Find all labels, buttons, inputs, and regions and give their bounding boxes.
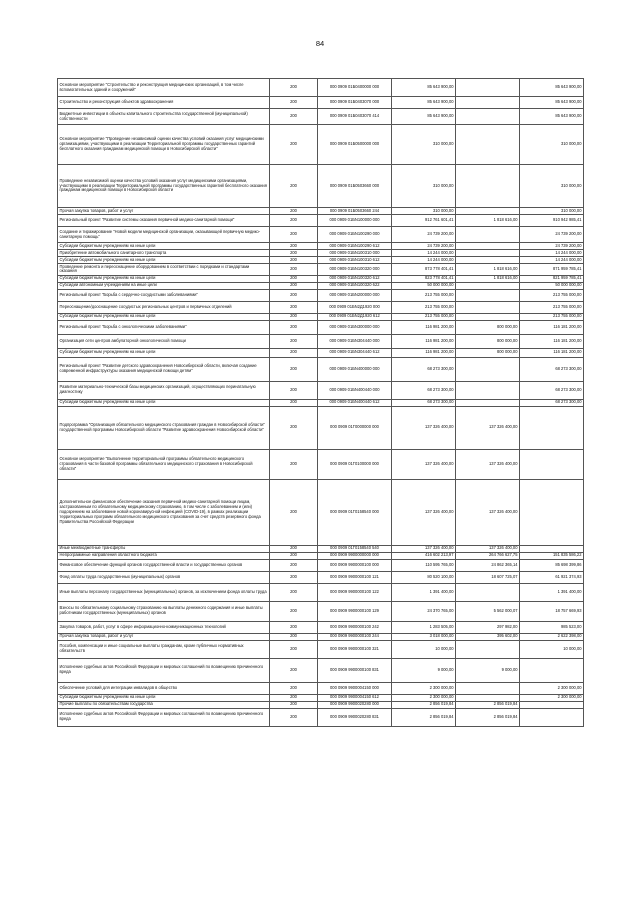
table-row [58, 640, 584, 658]
executed-amount [456, 243, 520, 250]
budget-classification-code: 000 0909 01БN100320 622 [318, 282, 392, 289]
approved-amount: 85 643 900,00 [392, 79, 456, 97]
approved-amount: 823 778 401,41 [392, 275, 456, 282]
executed-amount [456, 399, 520, 406]
executed-amount: 9 000,00 [456, 658, 520, 682]
line-item-code: 200 [270, 275, 318, 282]
table-row [58, 682, 584, 694]
line-item-name: Исполнение судебных актов Российской Федерации и мировых соглашений по возмещению причиненного вреда [58, 658, 270, 682]
table-row [58, 583, 584, 601]
line-item-name: Непрограммные направления областного бюджета [58, 552, 270, 559]
executed-amount: 1 818 616,00 [456, 215, 520, 227]
approved-amount: 137 326 400,00 [392, 545, 456, 552]
budget-classification-code: 000 0909 01Г0158540 000 [318, 479, 392, 545]
unexecuted-amount: 116 181 200,00 [520, 334, 584, 348]
line-item-code: 200 [270, 701, 318, 708]
table-row [58, 348, 584, 357]
line-item-name: Субсидии автономным учреждениям на иные цели [58, 282, 270, 289]
line-item-code: 200 [270, 381, 318, 399]
executed-amount [456, 301, 520, 313]
executed-amount: 800 000,00 [456, 320, 520, 334]
approved-amount: 213 755 000,00 [392, 313, 456, 320]
line-item-code: 200 [270, 694, 318, 701]
budget-classification-code: 000 0909 01БN2Д1920 000 [318, 301, 392, 313]
unexecuted-amount: 2 300 000,00 [520, 694, 584, 701]
approved-amount: 50 000 000,00 [392, 282, 456, 289]
approved-amount: 2 856 019,84 [392, 701, 456, 708]
executed-amount: 2 856 019,84 [456, 701, 520, 708]
line-item-name: Иные межбюджетные трансферты [58, 545, 270, 552]
budget-classification-code: 000 0909 9900000100 244 [318, 633, 392, 640]
line-item-code: 200 [270, 301, 318, 313]
unexecuted-amount [520, 449, 584, 479]
line-item-name: Основное мероприятие "Выполнение территориальной программы обязательного медицинского страхования в части базовой программы обязательного медицинского страхования в Новосибирской области" [58, 449, 270, 479]
executed-amount [456, 289, 520, 301]
line-item-code: 200 [270, 406, 318, 449]
table-row [58, 125, 584, 165]
executed-amount: 264 766 627,75 [456, 552, 520, 559]
table-row [58, 552, 584, 559]
approved-amount: 310 000,00 [392, 208, 456, 215]
table-row [58, 79, 584, 97]
page-number: 84 [315, 39, 325, 48]
approved-amount: 116 981 200,00 [392, 334, 456, 348]
budget-classification-code: 000 0909 01БN400440 000 [318, 381, 392, 399]
budget-classification-code: 000 0909 9900000100 242 [318, 621, 392, 633]
line-item-name: Прочая закупка товаров, работ и услуг [58, 208, 270, 215]
unexecuted-amount: 2 300 000,00 [520, 682, 584, 694]
budget-table-body [58, 79, 584, 727]
budget-classification-code: 000 0909 01БN100320 000 [318, 264, 392, 276]
approved-amount: 137 326 400,00 [392, 449, 456, 479]
line-item-name: Создание и тиражирование "Новой модели медицинской организации, оказывающей первичную медико-санитарную помощь" [58, 227, 270, 243]
unexecuted-amount: 985 523,00 [520, 621, 584, 633]
table-row [58, 282, 584, 289]
line-item-code: 200 [270, 227, 318, 243]
budget-classification-code: 000 0909 9900000100 000 [318, 559, 392, 571]
executed-amount: 137 326 400,00 [456, 449, 520, 479]
unexecuted-amount: 61 921 374,93 [520, 571, 584, 583]
unexecuted-amount: 85 643 900,00 [520, 97, 584, 109]
budget-classification-code: 000 0909 01Б0403070 414 [318, 109, 392, 125]
table-row [58, 559, 584, 571]
line-item-name: Субсидии бюджетным учреждениям на иные цели [58, 694, 270, 701]
executed-amount [456, 313, 520, 320]
table-row [58, 289, 584, 301]
executed-amount [456, 640, 520, 658]
unexecuted-amount: 24 739 200,00 [520, 227, 584, 243]
table-row [58, 545, 584, 552]
approved-amount: 14 244 000,00 [392, 250, 456, 257]
line-item-name: Субсидии бюджетным учреждениям на иные цели [58, 348, 270, 357]
unexecuted-amount: 2 622 398,00 [520, 633, 584, 640]
budget-classification-code: 000 0909 01Б0503660 000 [318, 165, 392, 208]
line-item-name: Иные выплаты персоналу государственных (муниципальных) органов, за исключением фонда оплаты труда [58, 583, 270, 601]
executed-amount: 2 856 019,84 [456, 708, 520, 726]
unexecuted-amount: 213 755 000,00 [520, 289, 584, 301]
table-row [58, 334, 584, 348]
budget-table [57, 78, 584, 727]
table-row [58, 694, 584, 701]
line-item-name: Региональный проект "Борьба с онкологическими заболеваниями" [58, 320, 270, 334]
table-row [58, 601, 584, 621]
unexecuted-amount: 821 959 785,41 [520, 275, 584, 282]
budget-classification-code: 000 0909 01БN200000 000 [318, 289, 392, 301]
approved-amount: 85 643 900,00 [392, 97, 456, 109]
unexecuted-amount: 24 739 200,00 [520, 243, 584, 250]
unexecuted-amount: 871 959 785,41 [520, 264, 584, 276]
approved-amount: 310 000,00 [392, 125, 456, 165]
unexecuted-amount: 151 835 586,22 [520, 552, 584, 559]
executed-amount: 1 818 616,00 [456, 275, 520, 282]
table-row [58, 257, 584, 264]
budget-classification-code: 000 0909 01БN400440 612 [318, 399, 392, 406]
table-row [58, 243, 584, 250]
line-item-name: Проведение ремонта и переоснащение оборудованием в соответствии с порядками и стандартами оказания [58, 264, 270, 276]
table-row [58, 301, 584, 313]
line-item-name: Фонд оплаты труда государственных (муниципальных) органов [58, 571, 270, 583]
approved-amount: 10 000,00 [392, 640, 456, 658]
budget-classification-code: 000 0909 01БN100310 000 [318, 250, 392, 257]
line-item-code: 200 [270, 658, 318, 682]
approved-amount: 213 755 000,00 [392, 289, 456, 301]
table-row [58, 571, 584, 583]
approved-amount: 416 602 213,97 [392, 552, 456, 559]
line-item-name: Переоснащение/дооснащение сосудистых региональных центров и первичных отделений [58, 301, 270, 313]
unexecuted-amount: 1 391 400,00 [520, 583, 584, 601]
table-row [58, 165, 584, 208]
budget-classification-code: 000 0909 01БN100320 612 [318, 275, 392, 282]
unexecuted-amount: 50 000 000,00 [520, 282, 584, 289]
budget-classification-code: 000 0909 01БN304440 000 [318, 334, 392, 348]
line-item-code: 200 [270, 479, 318, 545]
line-item-name: Бюджетные инвестиции в объекты капитального строительства государственной (муниципальной) собственности [58, 109, 270, 125]
approved-amount: 24 739 200,00 [392, 243, 456, 250]
budget-classification-code: 000 0909 9900000100 122 [318, 583, 392, 601]
approved-amount: 24 370 765,00 [392, 601, 456, 621]
table-row [58, 250, 584, 257]
executed-amount [456, 257, 520, 264]
line-item-name: Основное мероприятие "Строительство и реконструкция медицинских организаций, в том числе вспомогательных зданий и сооружений" [58, 79, 270, 97]
line-item-code: 200 [270, 313, 318, 320]
line-item-name: Субсидии бюджетным учреждениям на иные цели [58, 243, 270, 250]
line-item-name: Развитие материально-технической базы медицинских организаций, осуществляющих перинатальную диагностику [58, 381, 270, 399]
executed-amount [456, 357, 520, 381]
line-item-name: Субсидии бюджетным учреждениям на иные цели [58, 313, 270, 320]
approved-amount: 213 755 000,00 [392, 301, 456, 313]
unexecuted-amount: 10 000,00 [520, 640, 584, 658]
line-item-code: 200 [270, 165, 318, 208]
line-item-name: Приобретение автомобильного санитарного транспорта [58, 250, 270, 257]
unexecuted-amount [520, 658, 584, 682]
line-item-name: Организация сети центров амбулаторной онкологической помощи [58, 334, 270, 348]
executed-amount: 18 607 725,07 [456, 571, 520, 583]
table-row [58, 320, 584, 334]
executed-amount: 800 000,00 [456, 334, 520, 348]
unexecuted-amount: 68 273 300,00 [520, 399, 584, 406]
approved-amount: 912 761 601,41 [392, 215, 456, 227]
table-row [58, 406, 584, 449]
table-row [58, 479, 584, 545]
line-item-code: 200 [270, 348, 318, 357]
budget-classification-code: 000 0909 01Б0500000 000 [318, 125, 392, 165]
line-item-name: Региональный проект "Борьба с сердечно-сосудистыми заболеваниями" [58, 289, 270, 301]
unexecuted-amount: 213 755 000,00 [520, 301, 584, 313]
table-row [58, 701, 584, 708]
budget-classification-code: 000 0909 9900004150 612 [318, 694, 392, 701]
unexecuted-amount: 85 698 399,86 [520, 559, 584, 571]
approved-amount: 310 000,00 [392, 165, 456, 208]
executed-amount [456, 250, 520, 257]
line-item-name: Региональный проект "Развитие системы оказания первичной медико-санитарной помощи" [58, 215, 270, 227]
budget-classification-code: 000 0909 01БN400000 000 [318, 357, 392, 381]
executed-amount: 800 000,00 [456, 348, 520, 357]
budget-classification-code: 000 0909 01БN100290 000 [318, 227, 392, 243]
unexecuted-amount: 116 181 200,00 [520, 348, 584, 357]
line-item-code: 200 [270, 571, 318, 583]
line-item-code: 200 [270, 215, 318, 227]
budget-classification-code: 000 0909 9900000100 831 [318, 658, 392, 682]
executed-amount: 395 602,00 [456, 633, 520, 640]
line-item-name: Исполнение судебных актов Российской Федерации и мировых соглашений по возмещению причиненного вреда [58, 708, 270, 726]
unexecuted-amount: 68 273 300,00 [520, 357, 584, 381]
budget-classification-code: 000 0909 01БN100290 612 [318, 243, 392, 250]
approved-amount: 1 283 505,00 [392, 621, 456, 633]
line-item-code: 200 [270, 289, 318, 301]
line-item-code: 200 [270, 583, 318, 601]
approved-amount: 85 643 900,00 [392, 109, 456, 125]
approved-amount: 2 300 000,00 [392, 682, 456, 694]
budget-classification-code: 000 0909 9900020280 000 [318, 701, 392, 708]
line-item-code: 200 [270, 97, 318, 109]
line-item-name: Прочие выплаты по обязательствам государства [58, 701, 270, 708]
approved-amount: 68 273 300,00 [392, 399, 456, 406]
executed-amount [456, 682, 520, 694]
executed-amount [456, 208, 520, 215]
line-item-name: Субсидии бюджетным учреждениям на иные цели [58, 257, 270, 264]
unexecuted-amount: 310 000,00 [520, 125, 584, 165]
approved-amount: 9 000,00 [392, 658, 456, 682]
line-item-code: 200 [270, 545, 318, 552]
line-item-code: 200 [270, 243, 318, 250]
approved-amount: 1 391 400,00 [392, 583, 456, 601]
approved-amount: 873 778 401,41 [392, 264, 456, 276]
line-item-name: Субсидии бюджетным учреждениям на иные цели [58, 275, 270, 282]
budget-classification-code: 000 0909 01Б0400000 000 [318, 79, 392, 97]
table-row [58, 208, 584, 215]
line-item-name: Финансовое обеспечение функций органов государственной власти и государственных органов [58, 559, 270, 571]
line-item-name: Пособия, компенсации и иные социальные выплаты гражданам, кроме публичных нормативных обязательств [58, 640, 270, 658]
executed-amount [456, 165, 520, 208]
line-item-code: 200 [270, 633, 318, 640]
unexecuted-amount [520, 479, 584, 545]
line-item-code: 200 [270, 109, 318, 125]
table-row [58, 275, 584, 282]
line-item-code: 200 [270, 708, 318, 726]
table-row [58, 109, 584, 125]
budget-classification-code: 000 0909 9900000100 121 [318, 571, 392, 583]
line-item-name: Дополнительное финансовое обеспечение оказания первичной медико-санитарной помощи лицам, застрахованным по обязательному медицинскому страхованию, в том числе с заболеванием и (или) подозрением на заболевание новой коронавирусной инфекцией (COVID-19), в рамках реализации территориальных программ обязательного медицинского страхования за счет средств резервного фонда Правительства Российской Федерации [58, 479, 270, 545]
budget-classification-code: 000 0909 9900000100 321 [318, 640, 392, 658]
unexecuted-amount: 213 755 000,00 [520, 313, 584, 320]
executed-amount [456, 97, 520, 109]
line-item-name: Основное мероприятие "Проведение независимой оценки качества условий оказания услуг медицинскими организациями, участвующими в реализации Территориальной программы государственных гарантий бесплатного оказания гражданам медицинской помощи в Новосибирской области" [58, 125, 270, 165]
budget-classification-code: 000 0909 9900000100 129 [318, 601, 392, 621]
budget-classification-code: 000 0909 01Б0403070 000 [318, 97, 392, 109]
unexecuted-amount: 85 643 900,00 [520, 109, 584, 125]
table-row [58, 449, 584, 479]
line-item-code: 200 [270, 125, 318, 165]
executed-amount [456, 227, 520, 243]
approved-amount: 137 326 400,00 [392, 406, 456, 449]
executed-amount [456, 109, 520, 125]
executed-amount [456, 583, 520, 601]
line-item-code: 200 [270, 449, 318, 479]
line-item-code: 200 [270, 320, 318, 334]
approved-amount: 68 273 300,00 [392, 381, 456, 399]
unexecuted-amount: 14 244 000,00 [520, 257, 584, 264]
line-item-code: 200 [270, 264, 318, 276]
executed-amount [456, 125, 520, 165]
approved-amount: 2 300 000,00 [392, 694, 456, 701]
table-row [58, 227, 584, 243]
table-row [58, 313, 584, 320]
unexecuted-amount [520, 406, 584, 449]
line-item-code: 200 [270, 601, 318, 621]
executed-amount: 137 326 400,00 [456, 479, 520, 545]
line-item-name: Обеспечение условий для интеграции инвалидов в общество [58, 682, 270, 694]
line-item-code: 200 [270, 357, 318, 381]
budget-classification-code: 000 0909 9900004150 000 [318, 682, 392, 694]
line-item-code: 200 [270, 559, 318, 571]
line-item-name: Проведение независимой оценки качества условий оказания услуг медицинскими организациями, участвующими в реализации Территориальной программы государственных гарантий бесплатного оказания гражданам медицинской помощи в Новосибирской области [58, 165, 270, 208]
executed-amount: 5 562 000,07 [456, 601, 520, 621]
approved-amount: 137 326 400,00 [392, 479, 456, 545]
unexecuted-amount: 68 273 300,00 [520, 381, 584, 399]
line-item-code: 200 [270, 640, 318, 658]
unexecuted-amount: 910 942 985,41 [520, 215, 584, 227]
line-item-name: Субсидии бюджетным учреждениям на иные цели [58, 399, 270, 406]
budget-classification-code: 000 0909 01БN300000 000 [318, 320, 392, 334]
line-item-code: 200 [270, 552, 318, 559]
table-row [58, 658, 584, 682]
table-row [58, 381, 584, 399]
budget-classification-code: 000 0909 01БN100000 000 [318, 215, 392, 227]
table-row [58, 215, 584, 227]
executed-amount: 137 326 400,00 [456, 406, 520, 449]
unexecuted-amount [520, 701, 584, 708]
budget-classification-code: 000 0909 01Г0158540 540 [318, 545, 392, 552]
line-item-name: Строительство и реконструкция объектов здравоохранения [58, 97, 270, 109]
unexecuted-amount: 116 181 200,00 [520, 320, 584, 334]
budget-classification-code: 000 0909 9900020280 831 [318, 708, 392, 726]
unexecuted-amount [520, 708, 584, 726]
approved-amount: 116 981 200,00 [392, 320, 456, 334]
line-item-code: 200 [270, 79, 318, 97]
line-item-name: Взносы по обязательному социальному страхованию на выплаты денежного содержания и иные выплаты работникам государственных (муниципальных) органов [58, 601, 270, 621]
approved-amount: 2 856 019,84 [392, 708, 456, 726]
line-item-name: Закупка товаров, работ, услуг в сфере информационно-коммуникационных технологий [58, 621, 270, 633]
budget-classification-code: 000 0909 01БN304440 612 [318, 348, 392, 357]
executed-amount [456, 381, 520, 399]
executed-amount [456, 694, 520, 701]
executed-amount [456, 79, 520, 97]
line-item-name: Прочая закупка товаров, работ и услуг [58, 633, 270, 640]
executed-amount [456, 282, 520, 289]
approved-amount: 80 520 100,00 [392, 571, 456, 583]
executed-amount: 1 818 616,00 [456, 264, 520, 276]
table-row [58, 633, 584, 640]
budget-classification-code: 000 0909 01Б0503660 244 [318, 208, 392, 215]
approved-amount: 110 595 765,00 [392, 559, 456, 571]
approved-amount: 24 739 200,00 [392, 227, 456, 243]
table-row [58, 97, 584, 109]
unexecuted-amount: 85 643 900,00 [520, 79, 584, 97]
table-row [58, 357, 584, 381]
table-row [58, 621, 584, 633]
line-item-code: 200 [270, 208, 318, 215]
unexecuted-amount: 18 757 669,93 [520, 601, 584, 621]
line-item-code: 200 [270, 334, 318, 348]
executed-amount: 297 982,00 [456, 621, 520, 633]
approved-amount: 68 273 300,00 [392, 357, 456, 381]
unexecuted-amount: 14 244 000,00 [520, 250, 584, 257]
line-item-code: 200 [270, 399, 318, 406]
table-row [58, 264, 584, 276]
budget-classification-code: 000 0909 9900000000 000 [318, 552, 392, 559]
approved-amount: 14 244 000,00 [392, 257, 456, 264]
executed-amount: 137 326 400,00 [456, 545, 520, 552]
unexecuted-amount: 310 000,00 [520, 165, 584, 208]
approved-amount: 3 018 000,00 [392, 633, 456, 640]
budget-classification-code: 000 0909 01БN2Д1920 612 [318, 313, 392, 320]
approved-amount: 116 981 200,00 [392, 348, 456, 357]
executed-amount: 24 862 365,14 [456, 559, 520, 571]
line-item-code: 200 [270, 282, 318, 289]
line-item-name: Региональный проект "Развитие детского здравоохранения Новосибирской области, включая создание современной инфраструктуры оказания медицинской помощи детям" [58, 357, 270, 381]
table-row [58, 399, 584, 406]
budget-classification-code: 000 0909 01Г0100000 000 [318, 449, 392, 479]
line-item-name: Подпрограмма "Организация обязательного медицинского страхования граждан в Новосибирской области" государственной программы Новосибирской области "Развитие здравоохранения Новосибирской области" [58, 406, 270, 449]
budget-classification-code: 000 0909 01Г0000000 000 [318, 406, 392, 449]
line-item-code: 200 [270, 682, 318, 694]
line-item-code: 200 [270, 250, 318, 257]
unexecuted-amount [520, 545, 584, 552]
table-row [58, 708, 584, 726]
line-item-code: 200 [270, 257, 318, 264]
budget-classification-code: 000 0909 01БN100310 612 [318, 257, 392, 264]
line-item-code: 200 [270, 621, 318, 633]
unexecuted-amount: 310 000,00 [520, 208, 584, 215]
